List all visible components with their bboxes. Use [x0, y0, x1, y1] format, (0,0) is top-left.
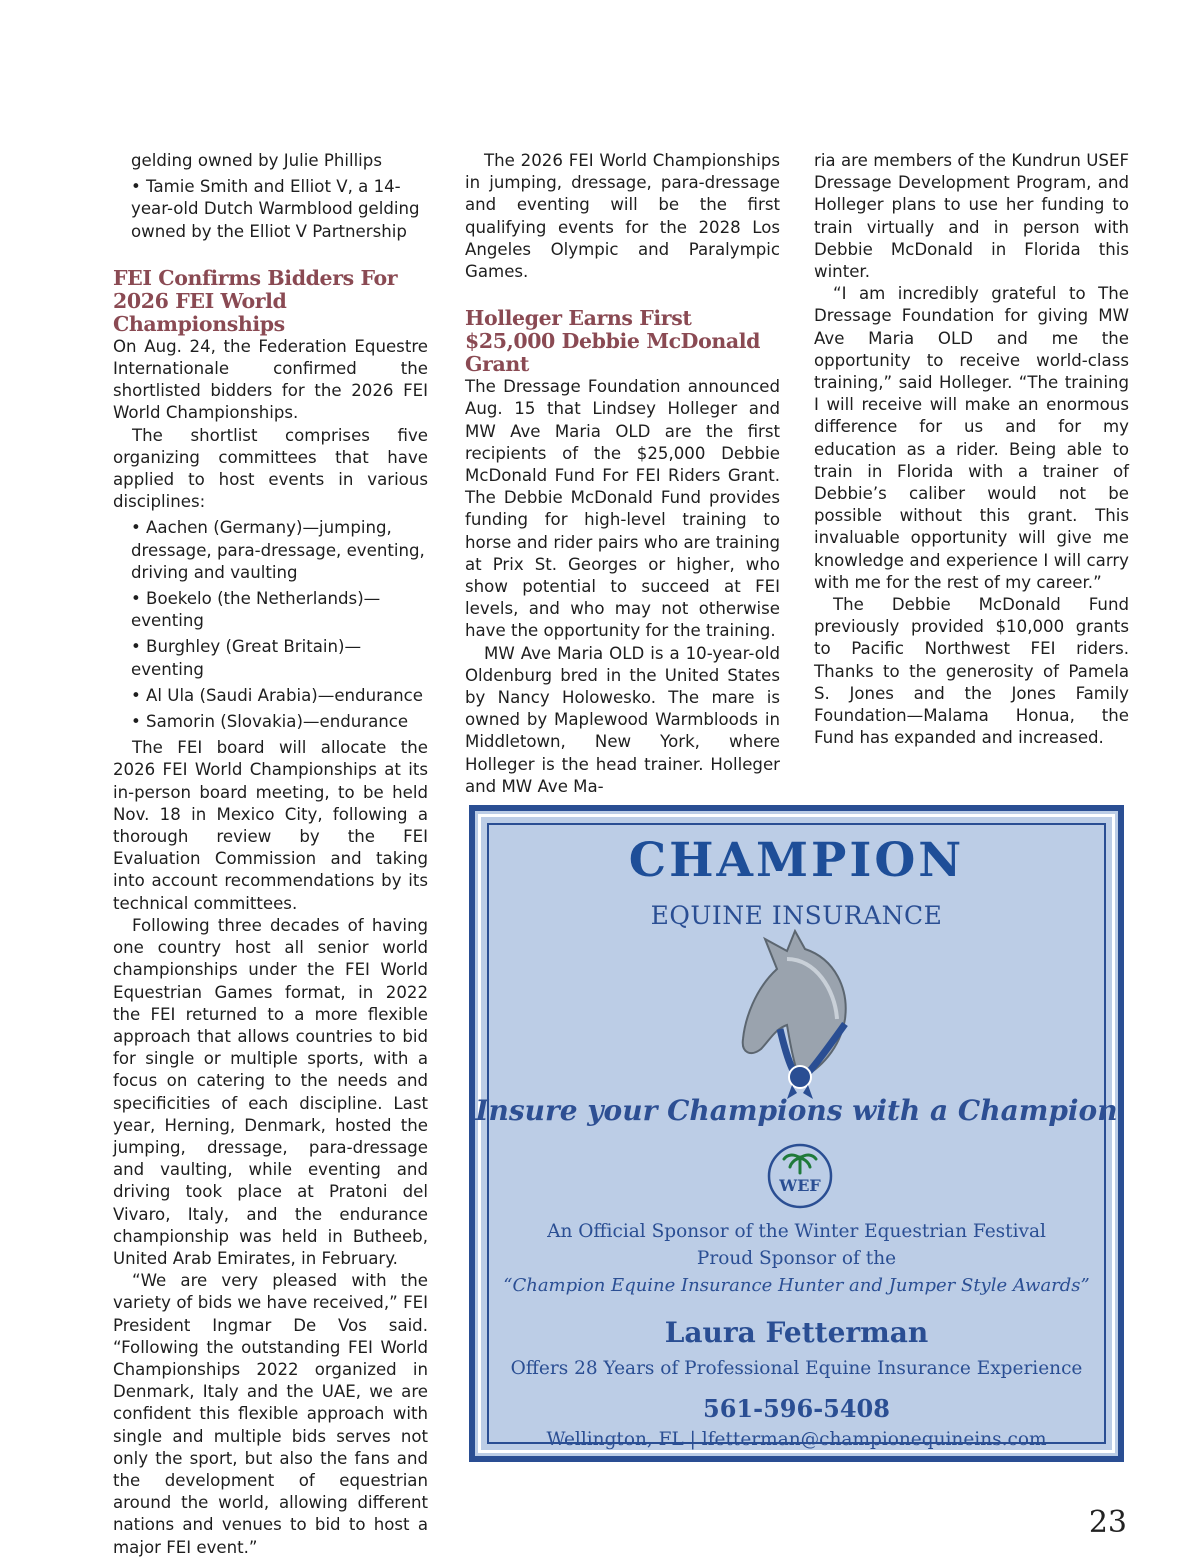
- ad-brand-sub: EQUINE INSURANCE: [650, 901, 943, 930]
- body-paragraph: “We are very pleased with the variety of bids we have received,” FEI President Ingmar De Vos said. “Following the outstanding FEI World Championships 2022 organized in Denmark, Italy and the UAE, we are confident this flexible approach with single and multiple bids serves not only the sport, but also the fans and the development of equestrian around the world, allowing different nations and venues to bid to host a major FEI event.”: [113, 1271, 428, 1557]
- bullet-item: • Tamie Smith and Elliot V, a 14-year-old Dutch Warmblood gelding owned by the Elliot V Partnership: [131, 177, 420, 241]
- body-paragraph: The 2026 FEI World Championships in jumping, dressage, para-dressage and eventing will be the first qualifying events for the 2028 Los Angeles Olympic and Paralympic Games.: [465, 151, 780, 282]
- article-column-2: [465, 150, 780, 798]
- ad-sponsor-line-2: Proud Sponsor of the: [696, 1248, 897, 1269]
- body-paragraph: On Aug. 24, the Federation Equestre Internationale confirmed the shortlisted bidders for the 2026 FEI World Championships.: [113, 336, 428, 423]
- ad-slogan: Insure your Champions with a Champion: [475, 1094, 1118, 1127]
- body-paragraph: The Dressage Foundation announced Aug. 15 that Lindsey Holleger and MW Ave Maria OLD are the first recipients of the $25,000 Debbie McDonald Fund For FEI Riders Grant. The Debbie McDonald Fund provides funding for high-level training to horse and rider pairs who are training at Prix St. Georges or higher, who show potential to succeed at FEI levels, and who may not otherwise have the opportunity for the training.: [465, 377, 780, 641]
- ad-sponsor-line-1: An Official Sponsor of the Winter Equestrian Festival: [547, 1221, 1046, 1242]
- ad-brand: CHAMPION: [628, 833, 965, 888]
- body-paragraph: The Debbie McDonald Fund previously provided $10,000 grants to Pacific Northwest FEI riders. Thanks to the generosity of Pamela S. Jones and the Jones Family Foundation—Malama Honua, the Fund has expanded and increased.: [814, 595, 1129, 748]
- ad-location-email[interactable]: Wellington, FL | lfetterman@championequineins.com: [546, 1429, 1047, 1450]
- article-column-3: [814, 150, 1129, 749]
- ad-experience: Offers 28 Years of Professional Equine Insurance Experience: [510, 1358, 1083, 1379]
- section-heading-holleger: Holleger Earns First $25,000 Debbie McDonald Grant: [465, 306, 761, 377]
- champion-insurance-ad: [469, 805, 1124, 1462]
- body-paragraph: MW Ave Maria OLD is a 10-year-old Oldenburg bred in the United States by Nancy Holowesko. The mare is owned by Maplewood Warmbloods in Middletown, New York, where Holleger is the head trainer. Holleger and MW Ave Ma-: [465, 643, 780, 796]
- page-number: 23: [1088, 1505, 1127, 1540]
- horse-head-ribbon-icon: [725, 929, 875, 1099]
- section-heading-fei: FEI Confirms Bidders For 2026 FEI World Championships: [113, 265, 398, 336]
- article-column-1: [113, 150, 428, 1559]
- ad-sponsor-line-3: “Champion Equine Insurance Hunter and Jumper Style Awards”: [503, 1275, 1090, 1296]
- body-paragraph: gelding owned by Julie Phillips: [131, 151, 382, 170]
- bullet-item: • Boekelo (the Netherlands)—eventing: [131, 589, 381, 631]
- bullet-item: • Burghley (Great Britain)—eventing: [131, 637, 362, 679]
- bullet-item: • Aachen (Germany)—jumping, dressage, para-dressage, eventing, driving and vaulting: [131, 518, 425, 582]
- bullet-item: • Al Ula (Saudi Arabia)—endurance: [131, 685, 423, 705]
- body-paragraph: The shortlist comprises five organizing committees that have applied to host events in various disciplines:: [113, 425, 428, 512]
- ad-contact-name: Laura Fetterman: [664, 1316, 929, 1349]
- ad-phone[interactable]: 561-596-5408: [703, 1394, 890, 1423]
- wef-label: WEF: [779, 1176, 821, 1195]
- body-paragraph: The FEI board will allocate the 2026 FEI World Championships at its in-person board meeting, to be held Nov. 18 in Mexico City, following a thorough review by the FEI Evaluation Commission and taking into account recommendations by its technical committees.: [113, 738, 428, 913]
- bullet-item: • Samorin (Slovakia)—endurance: [131, 712, 409, 732]
- body-paragraph: Following three decades of having one country host all senior world championships under the FEI World Equestrian Games format, in 2022 the FEI returned to a more flexible approach that allows countries to bid for single or multiple sports, with a focus on catering to the needs and specificities of each discipline. Last year, Herning, Denmark, hosted the jumping, dressage, para-dressage and vaulting, while eventing and driving took place at Pratoni del Vivaro, Italy, and the endurance championship was held in Butheeb, United Arab Emirates, in February.: [113, 915, 428, 1268]
- body-paragraph: ria are members of the Kundrun USEF Dressage Development Program, and Holleger plans to use her funding to train virtually and in person with Debbie McDonald in Florida this winter.: [814, 151, 1129, 282]
- body-paragraph: “I am incredibly grateful to The Dressage Foundation for giving MW Ave Maria OLD and me the opportunity to receive world-class training,” said Holleger. “The training I will receive will make an enormous difference for us and for my education as a rider. Being able to train in Florida with a trainer of Debbie’s caliber would not be possible without this grant. This invaluable opportunity will give me knowledge and experience I will carry with me for the rest of my career.”: [814, 284, 1129, 592]
